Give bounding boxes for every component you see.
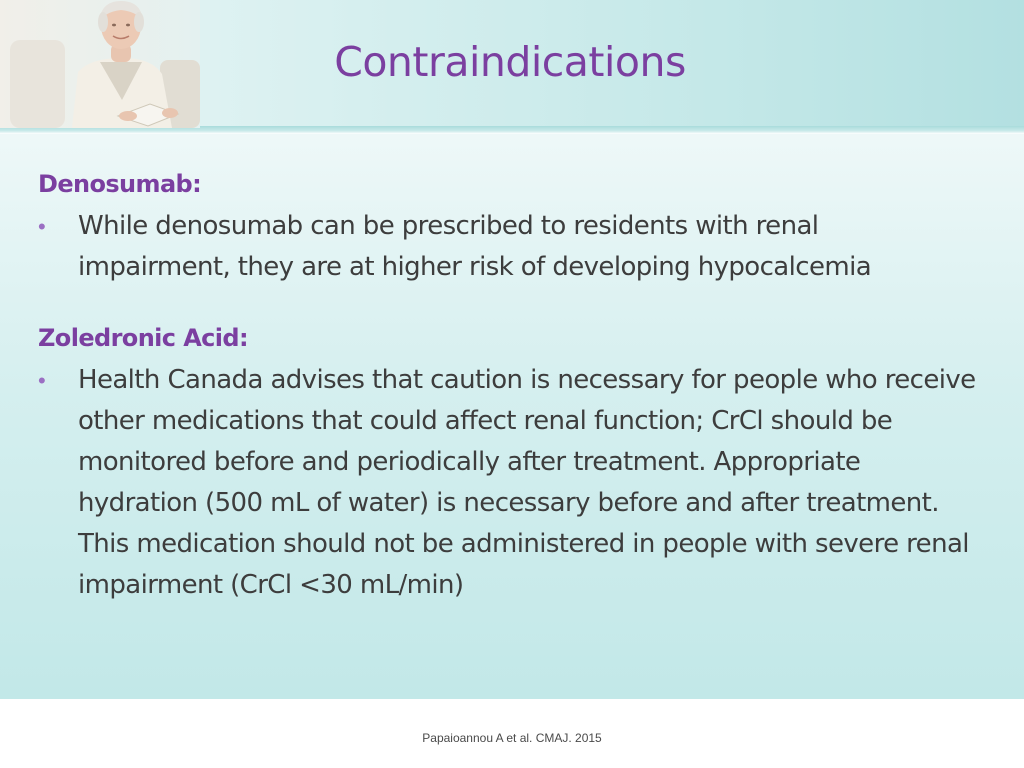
bullet-item — [38, 360, 988, 606]
bullet-dot-icon: • — [38, 214, 46, 239]
section-heading-zoledronic-acid: Zoledronic Acid: — [38, 324, 248, 352]
slide-title: Contraindications — [334, 38, 686, 86]
slide-content — [38, 170, 988, 606]
bullet-text-denosumab: While denosumab can be prescribed to residents with renal impairment, they are at higher risk of developing hypocalcemia — [78, 211, 872, 282]
citation-footer: Papaioannou A et al. CMAJ. 2015 — [422, 731, 602, 745]
bullet-text-zoledronic-acid: Health Canada advises that caution is necessary for people who receive other medications that could affect renal function; CrCl should be monitored before and periodically after treatment. Appropriate hydration (500 mL of water) is necessary before and after treatment. This medication should not be administered in people with severe renal impairment (CrCl <30 mL/min) — [78, 365, 976, 600]
section-heading-denosumab: Denosumab: — [38, 170, 202, 198]
section-spacer — [38, 288, 988, 324]
bullet-dot-icon: • — [38, 368, 46, 393]
elderly-woman-photo — [0, 0, 200, 128]
bullet-item — [38, 206, 988, 288]
